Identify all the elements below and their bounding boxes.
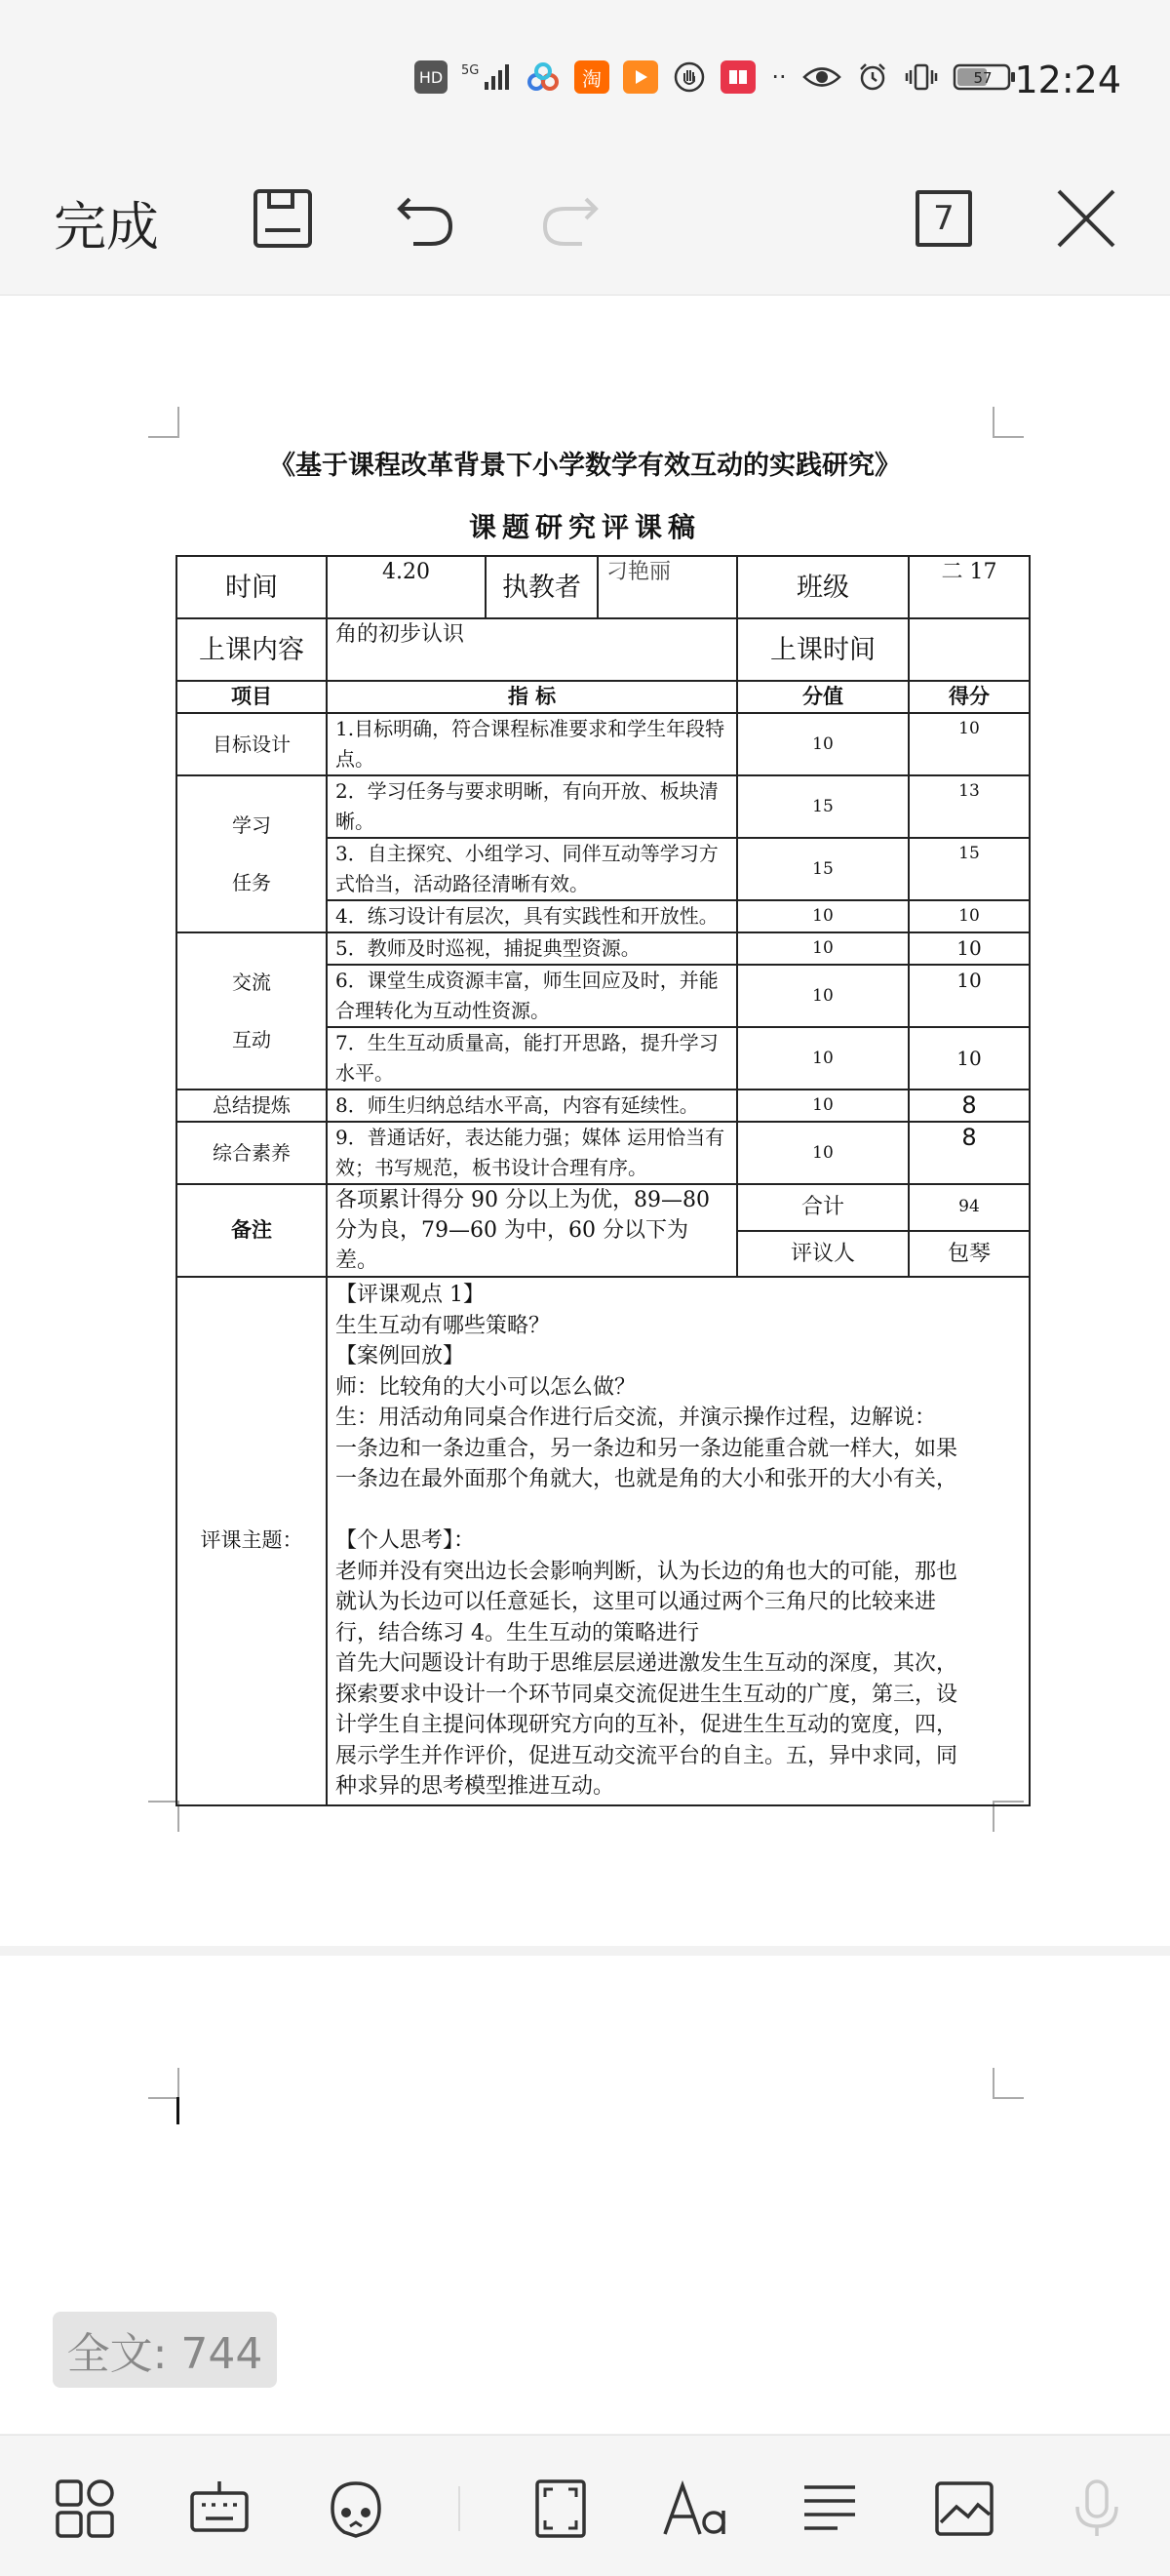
time-label: 时间 [176,556,327,618]
score-cell[interactable]: 10 [909,932,1030,965]
col-header-score-value: 分值 [737,681,909,713]
comment-body[interactable] [327,1277,1030,1805]
content-value[interactable]: 角的初步认识 [327,618,737,681]
score-cell[interactable]: 13 [909,775,1030,838]
total-label: 合计 [737,1184,909,1231]
save-button[interactable] [244,179,322,258]
page-count-button[interactable] [905,179,983,258]
text-cursor [176,2097,179,2124]
col-header-item: 项目 [176,681,327,713]
page-count: 7 [916,190,972,247]
font-icon [661,2477,729,2540]
assistant-button[interactable] [322,2475,390,2543]
fullscreen-button[interactable] [526,2475,595,2543]
score-value: 10 [737,1027,909,1090]
comment-line: 生生互动有哪些策略？ [335,1313,551,1338]
battery-icon [953,60,1017,94]
editor-toolbar [0,166,1170,296]
indicator-text: 7．生生互动质量高，能打开思路，提升学习水平。 [327,1027,737,1090]
score-cell[interactable]: 10 [909,1027,1030,1090]
score-value: 10 [737,965,909,1027]
page-corner-mark [148,2068,179,2099]
class-value[interactable]: 二 17 [909,556,1030,618]
comment-line: 【评课观点 1】 [335,1283,485,1307]
indicator-text: 8．师生归纳总结水平高，内容有延续性。 [327,1090,737,1122]
vibrate-icon [904,60,939,94]
toolbar-divider [458,2486,460,2531]
class-label: 班级 [737,556,909,618]
score-cell[interactable]: 10 [909,900,1030,932]
indicator-text: 1.目标明确，符合课程标准要求和学生年段特点。 [327,713,737,775]
class-time-label: 上课时间 [737,618,909,681]
word-count-badge[interactable]: 全文: 744 [53,2312,277,2388]
indicator-text: 9．普通话好，表达能力强；媒体 运用恰当有效；书写规范，板书设计合理有序。 [327,1122,737,1184]
taobao-icon: 淘 [574,60,609,94]
comment-line [335,1495,1021,1526]
comment-line: 老师并没有突出边长会影响判断，认为长边的角也大的可能，那也 [335,1559,958,1584]
comment-label: 评课主题： [176,1277,327,1805]
comment-line: 种求异的思考模型推进互动。 [335,1774,615,1799]
group-literacy: 综合素养 [176,1122,327,1184]
page-corner-mark [148,407,179,438]
font-button[interactable] [661,2475,729,2543]
status-icons [414,60,1017,94]
reviewer-value[interactable]: 包琴 [909,1231,1030,1278]
status-bar [0,0,1170,166]
svg-text:57: 57 [973,69,993,87]
comment-line: 行，结合练习 4。生生互动的策略进行 [335,1620,699,1645]
teacher-label: 执教者 [486,556,598,618]
undo-button[interactable] [386,179,464,258]
remarks-label: 备注 [176,1184,327,1277]
comment-line: 首先大问题设计有助于思维层层递进激发生生互动的深度，其次， [335,1651,958,1676]
keyboard-button[interactable] [185,2475,254,2543]
assistant-icon [325,2477,387,2540]
close-button[interactable] [1047,179,1125,258]
signal-icon [461,60,512,94]
group-task [176,775,327,932]
redo-button[interactable] [531,179,609,258]
image-icon [933,2477,995,2540]
comment-line: 就认为长边可以任意延长，这里可以通过两个三角尺的比较来进 [335,1590,937,1614]
score-value: 10 [737,900,909,932]
group-goal: 目标设计 [176,713,327,775]
comment-line: 计学生自主提问体现研究方向的互补，促进生生互动的宽度，四， [335,1713,958,1737]
score-cell[interactable]: 8 [909,1122,1030,1184]
indicator-text: 5．教师及时巡视，捕捉典型资源。 [327,932,737,965]
comment-line: 探索要求中设计一个环节同桌交流促进生生互动的广度，第三，设 [335,1682,958,1707]
book-icon [721,60,756,94]
score-value: 10 [737,713,909,775]
score-value: 15 [737,838,909,900]
comment-line: 一条边在最外面那个角就大，也就是角的大小和张开的大小有关， [335,1467,958,1491]
score-value: 10 [737,1090,909,1122]
indicator-text: 3．自主探究、小组学习、同伴互动等学习方式恰当，活动路径清晰有效。 [327,838,737,900]
clock: 12:24 [1014,59,1121,101]
document-page-1[interactable] [0,296,1170,1946]
group-interaction-line2: 互动 [232,1027,271,1051]
comment-line: 【个人思考】： [335,1528,476,1553]
score-cell[interactable]: 10 [909,965,1030,1027]
undo-icon [394,187,456,250]
bottom-toolbar [0,2435,1170,2576]
hand-icon [672,60,707,94]
comment-line: 生：用活动角同桌合作进行后交流，并演示操作过程，边解说： [335,1406,937,1430]
paragraph-icon [799,2477,861,2540]
class-time-value[interactable] [909,618,1030,681]
video-app-icon [623,60,658,94]
apps-icon [54,2477,116,2540]
paragraph-button[interactable] [796,2475,864,2543]
voice-input-button[interactable] [1063,2475,1131,2543]
score-cell[interactable]: 8 [909,1090,1030,1122]
hd-icon: HD [414,60,448,94]
col-header-indicator: 指 标 [327,681,737,713]
indicator-text: 4．练习设计有层次，具有实践性和开放性。 [327,900,737,932]
document-title: 《基于课程改革背景下小学数学有效互动的实践研究》 [269,451,901,481]
score-value: 10 [737,1122,909,1184]
page-corner-mark [993,407,1024,438]
comment-line: 师：比较角的大小可以怎么做？ [335,1374,637,1400]
close-icon [1055,187,1117,250]
score-cell[interactable]: 10 [909,713,1030,775]
reviewer-label: 评议人 [737,1231,909,1278]
total-value[interactable]: 94 [909,1184,1030,1231]
microphone-icon [1066,2477,1128,2540]
evaluation-table[interactable] [176,555,1031,1806]
done-button[interactable]: 完成 [54,196,159,258]
document-subtitle: 课题研究评课稿 [468,511,701,543]
score-value: 10 [737,932,909,965]
group-interaction-line1: 交流 [232,970,271,994]
eye-icon [802,60,841,94]
group-summary: 总结提炼 [176,1090,327,1122]
apps-button[interactable] [51,2475,119,2543]
insert-image-button[interactable] [930,2475,998,2543]
more-notifications-icon: ·· [771,63,787,91]
comment-line: 展示学生并作评价，促进互动交流平台的自主。五，异中求同，同 [335,1743,958,1768]
time-value[interactable]: 4.20 [327,556,486,618]
indicator-text: 6．课堂生成资源丰富，师生回应及时，并能合理转化为互动性资源。 [327,965,737,1027]
page-corner-mark [993,2068,1024,2099]
score-value: 15 [737,775,909,838]
baidu-netdisk-icon [526,60,561,94]
teacher-value[interactable]: 刁艳丽 [598,556,737,618]
redo-icon [539,187,602,250]
col-header-score: 得分 [909,681,1030,713]
group-interaction [176,932,327,1090]
group-task-line2: 任务 [232,870,271,894]
remarks-text: 各项累计得分 90 分以上为优，89—80 分为良，79—60 为中，60 分以下为差。 [327,1184,737,1277]
score-cell[interactable]: 15 [909,838,1030,900]
svg-text:5G: 5G [461,63,480,78]
fullscreen-icon [529,2477,592,2540]
comment-line: 一条边和一条边重合，另一条边和另一条边能重合就一样大，如果 [335,1436,958,1461]
group-task-line1: 学习 [232,812,271,837]
alarm-icon [855,60,890,94]
comment-line: 【案例回放】 [335,1344,465,1368]
indicator-text: 2．学习任务与要求明晰，有向开放、板块清晰。 [327,775,737,838]
save-icon [252,187,314,250]
keyboard-icon [188,2477,251,2540]
content-label: 上课内容 [176,618,327,681]
